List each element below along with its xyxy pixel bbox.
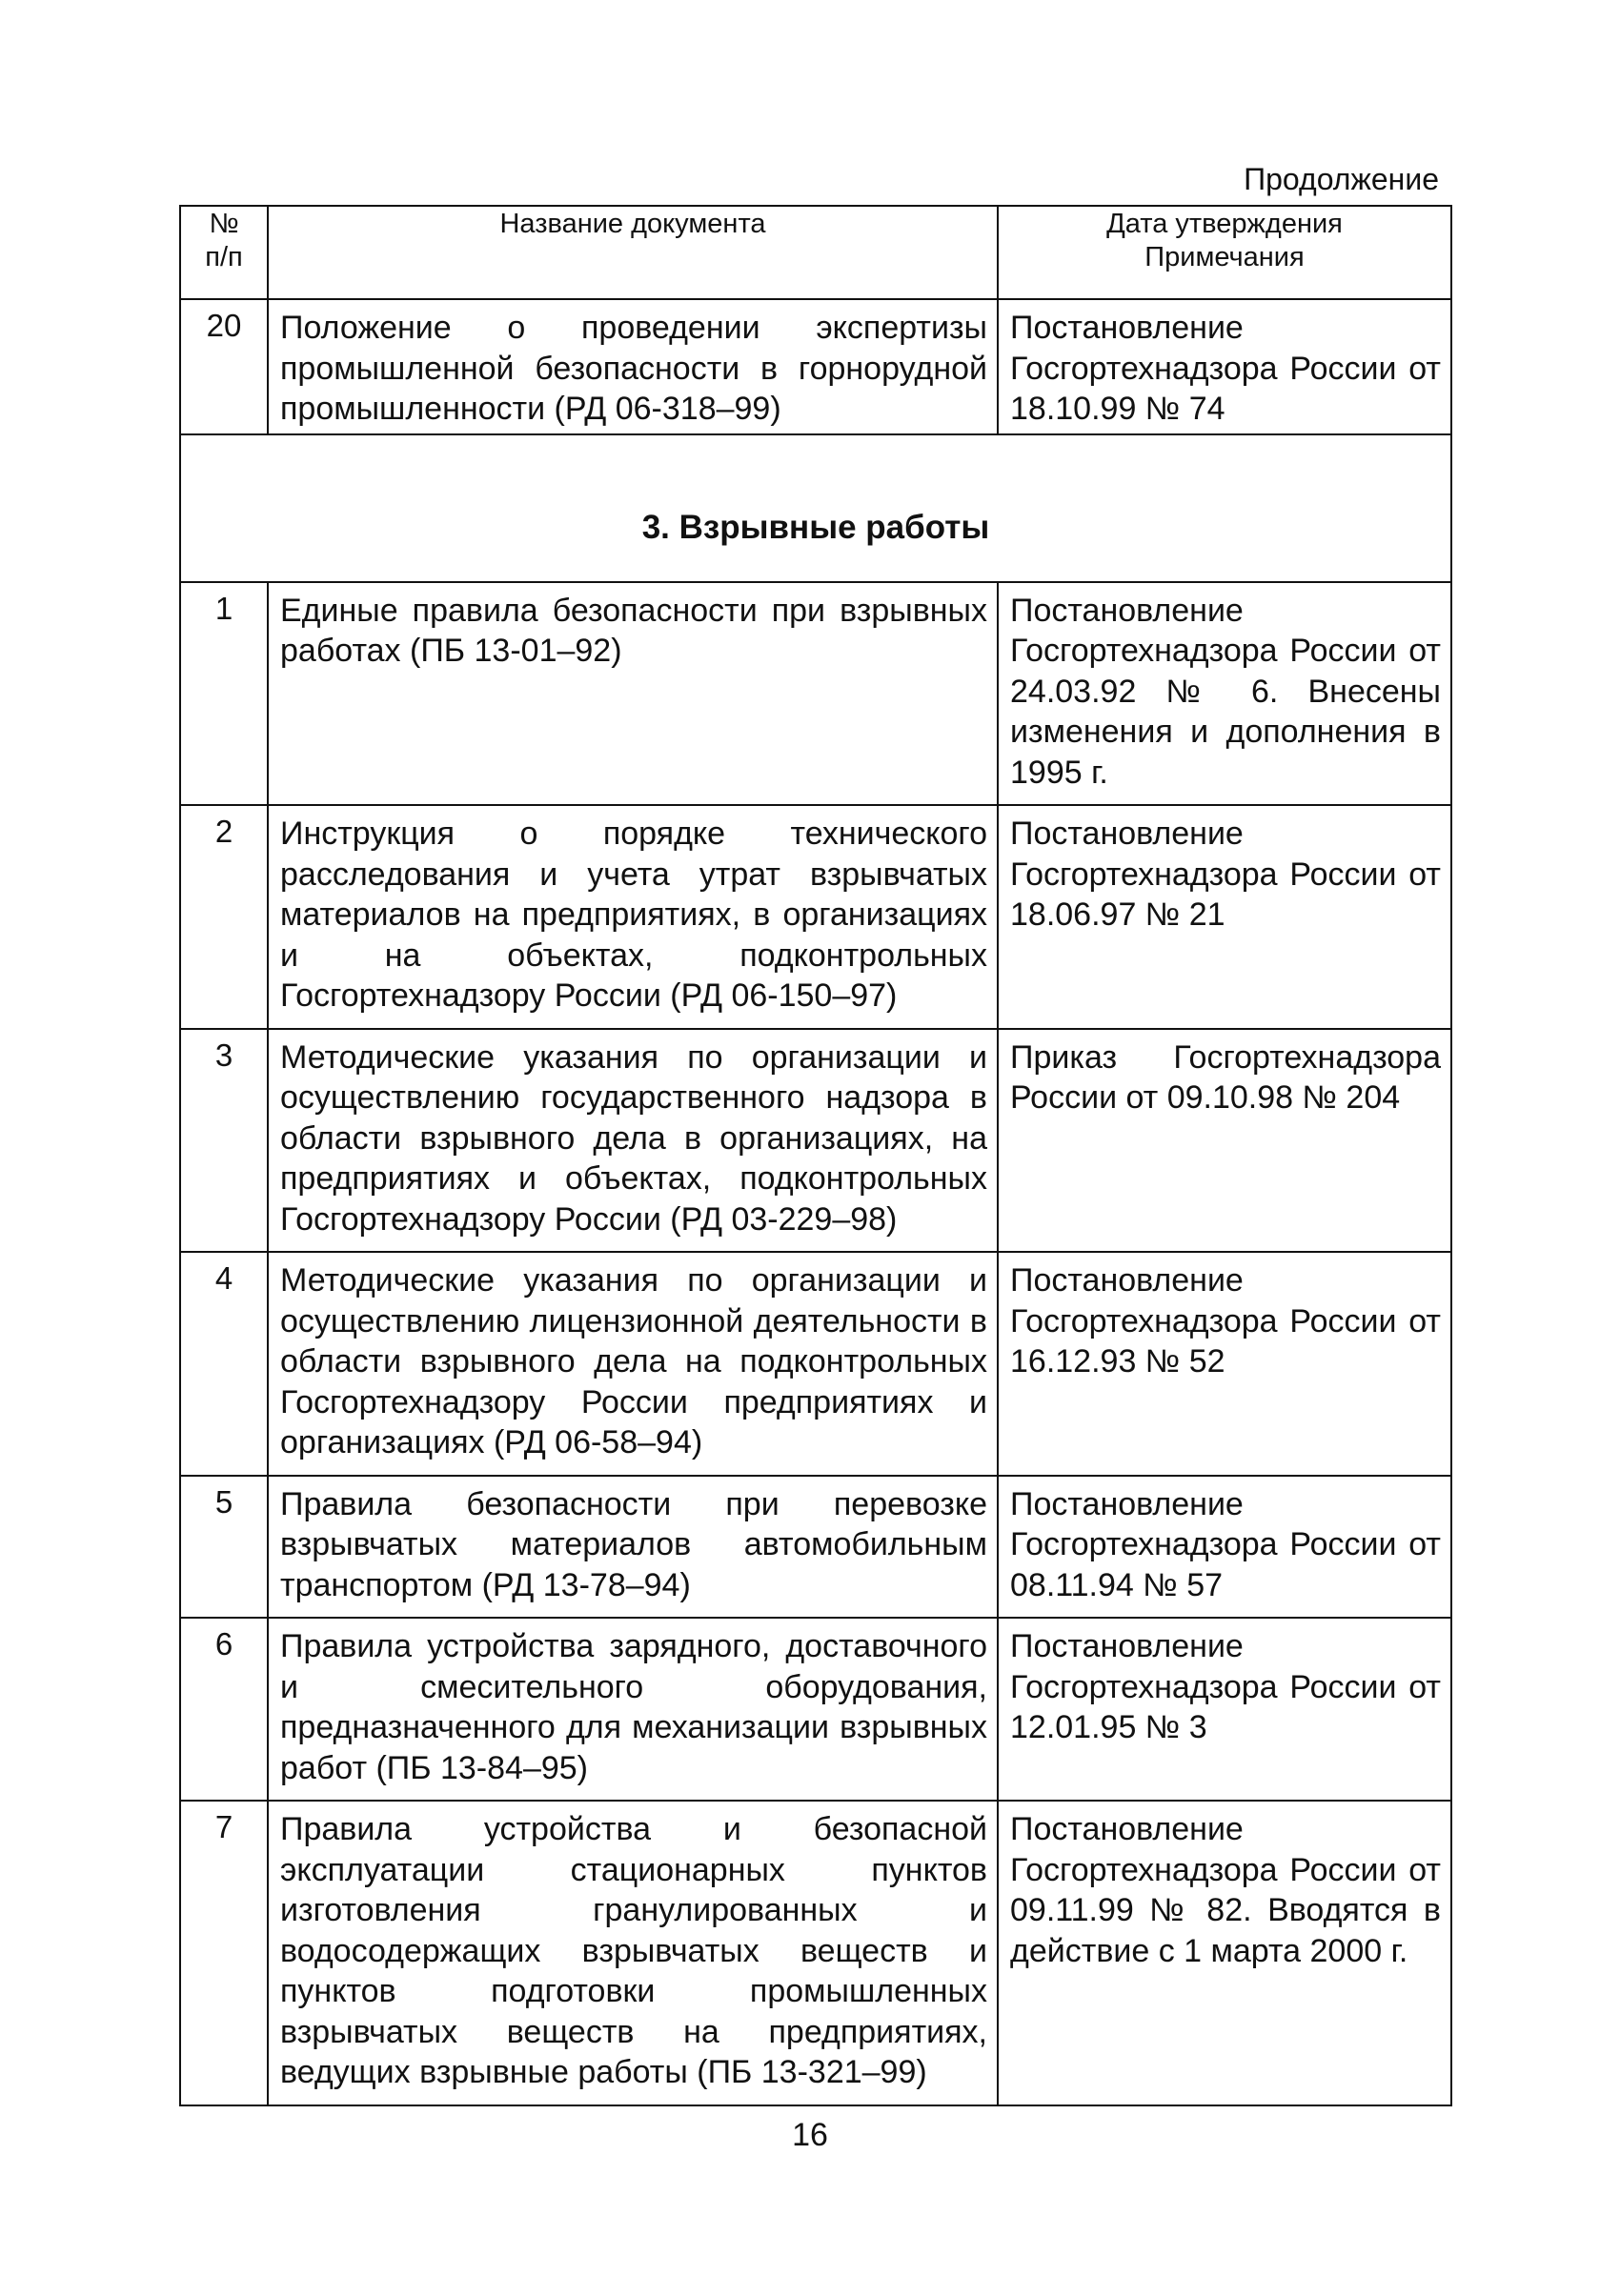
- table-row: [180, 1476, 1451, 1619]
- table-row: [180, 1252, 1451, 1476]
- document-name: Единые правила безопасности при взрывных работах (ПБ 13-01–92): [268, 582, 998, 806]
- row-number: 4: [180, 1252, 268, 1476]
- row-number: 1: [180, 582, 268, 806]
- table-row: [180, 1618, 1451, 1801]
- documents-table: [179, 205, 1452, 2106]
- table-row: [180, 582, 1451, 806]
- document-name: Правила устройства зарядного, доставочного и смесительного оборудования, предназначенного для механизации взрывных работ (ПБ 13-84–95): [268, 1618, 998, 1801]
- section-header-row: [180, 434, 1451, 582]
- document-note: Постановление Госгортехнадзора России от 18.06.97 № 21: [998, 805, 1451, 1029]
- row-number: 6: [180, 1618, 268, 1801]
- document-note: Постановление Госгортехнадзора России от 12.01.95 № 3: [998, 1618, 1451, 1801]
- table-row: [180, 1029, 1451, 1253]
- table-row: [180, 299, 1451, 434]
- document-note: Постановление Госгортехнадзора России от 18.10.99 № 74: [998, 299, 1451, 434]
- document-note: Постановление Госгортехнадзора России от 09.11.99 № 82. Вводятся в действие с 1 марта 2000 г.: [998, 1801, 1451, 2105]
- document-name: Инструкция о порядке технического расследования и учета утрат взрывчатых материалов на предприятиях, в организациях и на объектах, подконтрольных Госгортехнадзору России (РД 06-150–97): [268, 805, 998, 1029]
- header-name: [268, 206, 998, 299]
- document-name: Правила устройства и безопасной эксплуатации стационарных пунктов изготовления гранулированных и водосодержащих взрывчатых веществ и пунктов подготовки промышленных взрывчатых веществ на предприятиях, ведущих взрывные работы (ПБ 13-321–99): [268, 1801, 998, 2105]
- document-note: Постановление Госгортехнадзора России от 16.12.93 № 52: [998, 1252, 1451, 1476]
- header-name-label: Название документа: [499, 209, 766, 239]
- row-number: 3: [180, 1029, 268, 1253]
- header-number: [180, 206, 268, 299]
- table-row: [180, 1801, 1451, 2105]
- row-number: 20: [180, 299, 268, 434]
- header-number-label: № п/п: [205, 209, 243, 272]
- header-note-label: Дата утверждения Примечания: [1106, 209, 1343, 272]
- row-number: 2: [180, 805, 268, 1029]
- row-number: 5: [180, 1476, 268, 1619]
- table-row: [180, 805, 1451, 1029]
- page-number: 16: [792, 2117, 828, 2153]
- document-note: Постановление Госгортехнадзора России от 24.03.92 № 6. Внесены изменения и дополнения в 1995 г.: [998, 582, 1451, 806]
- document-note: Постановление Госгортехнадзора России от 08.11.94 № 57: [998, 1476, 1451, 1619]
- table-header-row: [180, 206, 1451, 299]
- document-note: Приказ Госгортехнадзора России от 09.10.98 № 204: [998, 1029, 1451, 1253]
- section-title: 3. Взрывные работы: [180, 434, 1451, 582]
- row-number: 7: [180, 1801, 268, 2105]
- document-name: Правила безопасности при перевозке взрывчатых материалов автомобильным транспортом (РД 13-78–94): [268, 1476, 998, 1619]
- document-name: Методические указания по организации и осуществлению государственного надзора в области взрывного дела в организациях, на предприятиях и объектах, подконтрольных Госгортехнадзору России (РД 03-229–98): [268, 1029, 998, 1253]
- document-name: Методические указания по организации и осуществлению лицензионной деятельности в области взрывного дела на подконтрольных Госгортехнадзору России предприятиях и организациях (РД 06-58–94): [268, 1252, 998, 1476]
- header-note: [998, 206, 1451, 299]
- continuation-label: Продолжение: [1244, 162, 1439, 196]
- document-name: Положение о проведении экспертизы промышленной безопасности в горнорудной промышленности (РД 06-318–99): [268, 299, 998, 434]
